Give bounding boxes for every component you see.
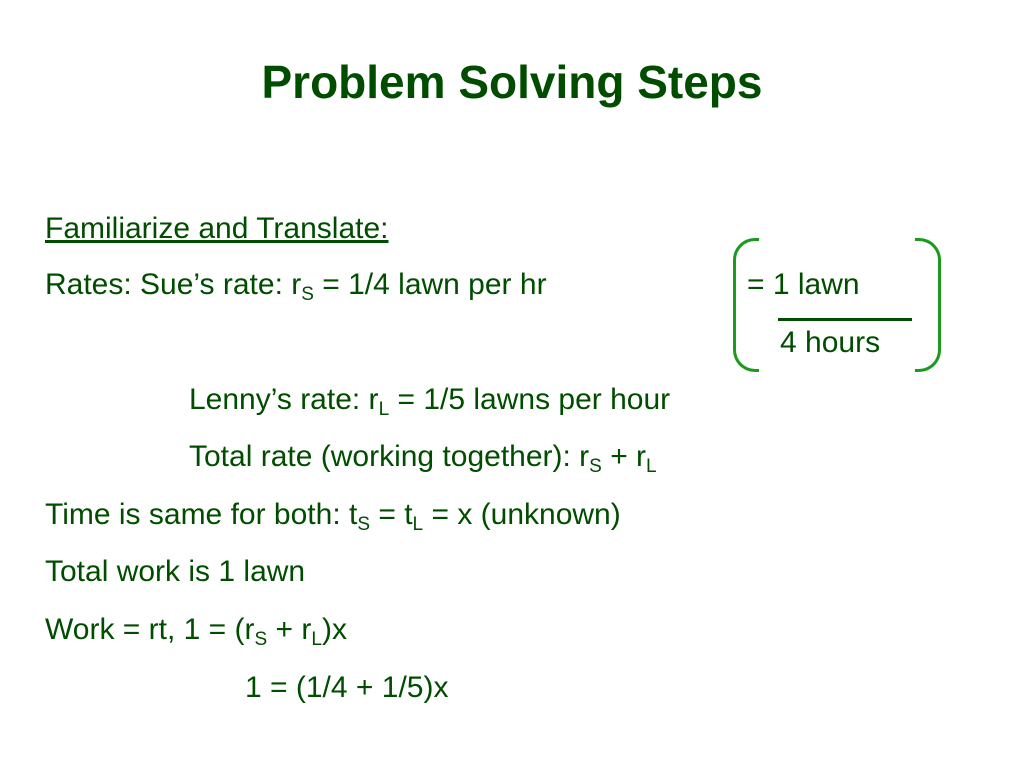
equals-t: = t (370, 498, 413, 531)
subscript-s: S (357, 514, 371, 535)
time-prefix: Time is same for both: t (45, 498, 358, 531)
work-equation-line (45, 610, 347, 660)
subscript-l: L (646, 456, 657, 477)
fraction-bar (778, 318, 912, 321)
sue-rate-line (45, 265, 547, 315)
lenny-rate-value: = 1/5 lawns per hour (389, 383, 671, 416)
left-bracket (733, 238, 759, 372)
slide-title: Problem Solving Steps (261, 56, 763, 108)
right-bracket (915, 238, 941, 372)
subscript-l: L (412, 514, 424, 535)
subscript-s: S (301, 284, 314, 305)
subscript-s: S (254, 629, 268, 650)
fraction-numerator: = 1 lawn (747, 268, 860, 301)
lenny-prefix: Lenny’s rate: r (189, 383, 379, 416)
time-value: = x (unknown) (423, 498, 621, 531)
time-line (45, 495, 621, 545)
plus-r: + r (601, 440, 647, 473)
lenny-rate-line (189, 380, 670, 430)
total-rate-line (189, 437, 657, 487)
plus-r: + r (267, 613, 312, 646)
rates-prefix: Rates: Sue’s rate: r (45, 268, 302, 301)
total-rate-prefix: Total rate (working together): r (189, 440, 590, 473)
subscript-s: S (589, 456, 602, 477)
total-work-line: Total work is 1 lawn (45, 555, 306, 588)
subscript-l: L (378, 399, 390, 420)
subscript-l: L (311, 629, 322, 650)
work-prefix: Work = rt, 1 = (r (45, 613, 255, 646)
section-heading: Familiarize and Translate: (45, 212, 389, 245)
fraction-denominator: 4 hours (780, 326, 881, 359)
sue-rate-value: = 1/4 lawn per hr (313, 268, 547, 301)
work-close: )x (321, 613, 347, 646)
final-equation: 1 = (1/4 + 1/5)x (245, 671, 449, 704)
